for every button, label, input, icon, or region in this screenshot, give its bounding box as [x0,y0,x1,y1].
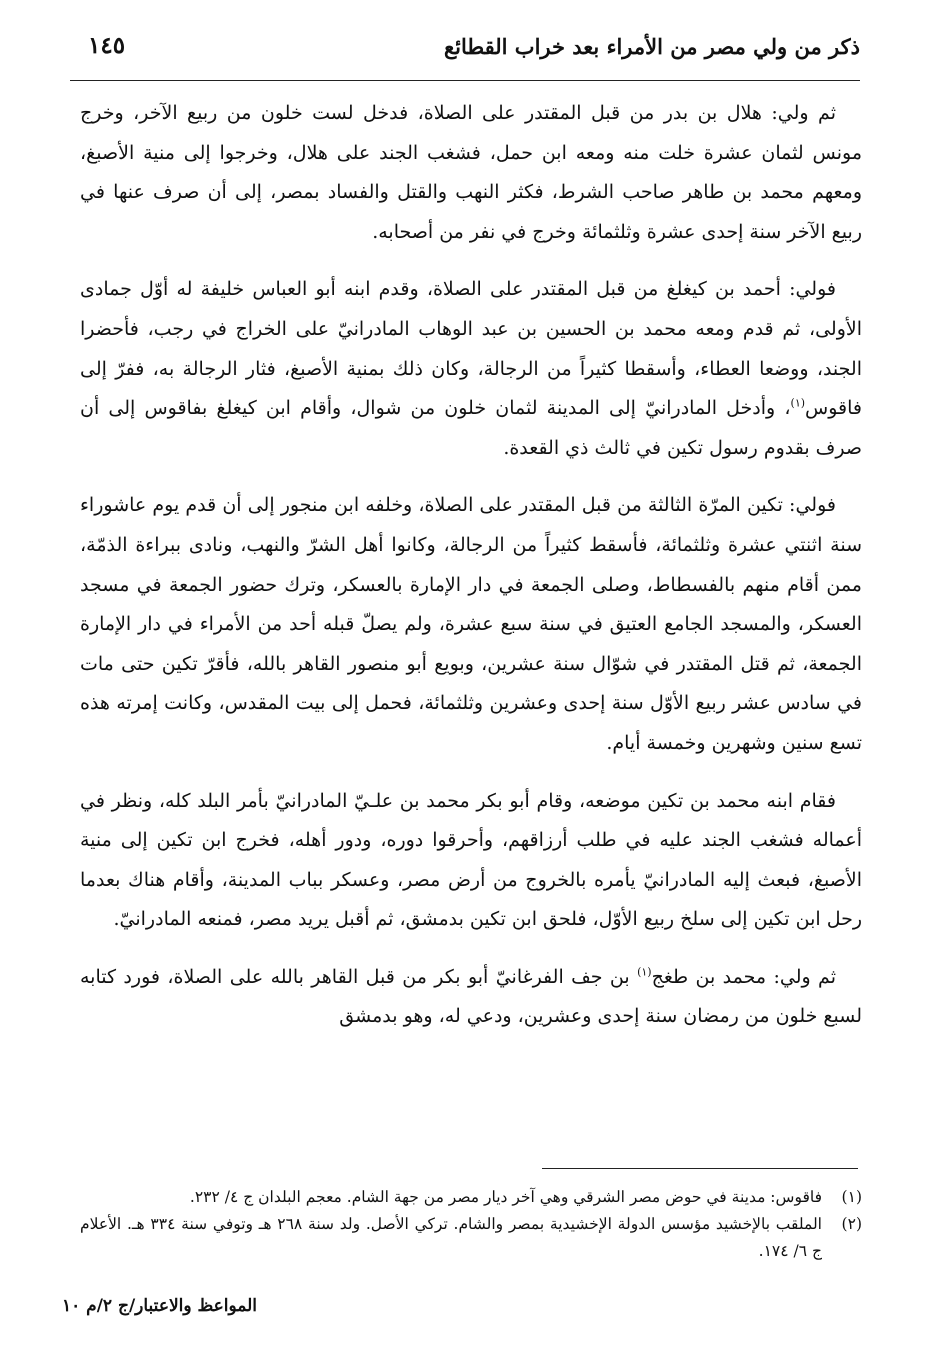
footnotes [80,1184,862,1265]
footnote-text: الملقب بالإخشيد مؤسس الدولة الإخشيدية بمصر والشام. تركي الأصل. ولد سنة ٢٦٨ هـ وتوفي سنة ٣٣٤ هـ. الأعلام ج ٦/ ١٧٤. [80,1215,822,1260]
running-title: ذكر من ولي مصر من الأمراء بعد خراب القطائع [443,34,860,59]
footnote-ref: (١) [790,396,806,410]
paragraph-takin: فولي: تكين المرّة الثالثة من قبل المقتدر على الصلاة، وخلفه ابن منجور إلى أن قدم يوم عاشوراء سنة اثنتي عشرة وثلثمائة، فأسقط كثيراً من الرجالة، وكانوا أهل الشرّ والنهب، ونادى ببراءة الذمّة، ممن أقام منهم بالفسطاط، وصلى الجمعة في دار الإمارة بالعسكر، وترك حضور الجمعة في مسجد العسكر، والمسجد الجامع العتيق في سنة سبع عشرة، ولم يصلّ قبله أحد من الأمراء في دار الإمارة الجمعة، ثم قتل المقتدر في شوّال سنة عشرين، وبويع أبو منصور القاهر بالله، فأقرّ تكين حتى مات في سادس عشر ربيع الأوّل سنة إحدى وعشرين وثلثمائة، فحمل إلى بيت المقدس، وكانت إمرته هذه تسع سنين وشهرين وخمسة أيام. [80,494,862,754]
footnote-item [80,1184,862,1211]
body-text [80,94,862,1037]
footnote-item [80,1211,862,1265]
paragraph-ahmad-ibn-kayghalagh [80,270,862,468]
paragraph-muhammad-ibn-takin: فقام ابنه محمد بن تكين موضعه، وقام أبو بكر محمد بن علـيّ المادرانيّ بأمر البلد كله، ونظر في أعماله فشغب الجند عليه في طلب أرزاقهم، وأحرقوا دوره، ودور أهله، فخرج ابن تكين إلى منية الأصبغ، فبعث إليه المادرانيّ يأمره بالخروج من أرض مصر، وعسكر بباب المدينة، وأقام هناك بعدما رحل ابن تكين إلى سلخ ربيع الأوّل، فلحق ابن تكين بدمشق، ثم أقبل يريد مصر، فمنعه المادرانيّ. [80,789,862,931]
paragraph-muhammad-ibn-tughj [80,958,862,1037]
footnote-number: (٢) [841,1215,862,1233]
page-header [70,28,860,76]
page-number: ١٤٥ [88,32,126,59]
footnote-text: فاقوس: مدينة في حوض مصر الشرقي وهي آخر ديار مصر من جهة الشام. معجم البلدان ج ٤/ ٢٣٢. [189,1188,822,1206]
paragraph-text: بن جف الفرغانيّ أبو بكر من قبل القاهر بالله على الصلاة، فورد كتابه لسبع خلون من رمضان سنة إحدى وعشرين، ودعي له، وهو بدمشق [80,965,862,1028]
footnote-ref: (١) [637,965,652,979]
signature-mark: المواعظ والاعتبار/ج ٢/م ١٠ [62,1296,258,1316]
header-rule [70,80,860,81]
footnote-rule [542,1168,858,1169]
paragraph-text: ، وأدخل المادرانيّ إلى المدينة لثمان خلون من شوال، وأقام ابن كيغلغ بفاقوس إلى أن صرف بقدوم رسول تكين في ثالث ذي القعدة. [80,397,862,459]
paragraph-text: فولي: أحمد بن كيغلغ من قبل المقتدر على الصلاة، وقدم ابنه أبو العباس خليفة له أوّل جمادى الأولى، ثم قدم ومعه محمد بن الحسين بن عبد الوهاب المادرانيّ على الخراج في رجب، فأحضرا الجند، ووضعا العطاء، وأسقطا كثيراً من الرجالة، وكان ذلك بمنية الأصبغ، فثار الرجالة به، ففرّ إلى فاقوس [80,278,862,420]
footnote-number: (١) [841,1188,862,1206]
paragraph-hilal: ثم ولي: هلال بن بدر من قبل المقتدر على الصلاة، فدخل لست خلون من ربيع الآخر، وخرج مونس لثمان عشرة خلت منه ومعه ابن حمل، فشغب الجند على هلال، وخرجوا إلى منية الأصبغ، ومعهم محمد بن طاهر صاحب الشرط، فكثر النهب والقتل والفساد بمصر، إلى أن صرف عنها في ربيع الآخر سنة إحدى عشرة وثلثمائة وخرج في نفر من أصحابه. [80,102,862,243]
paragraph-text: ثم ولي: محمد بن طغج [651,965,836,988]
